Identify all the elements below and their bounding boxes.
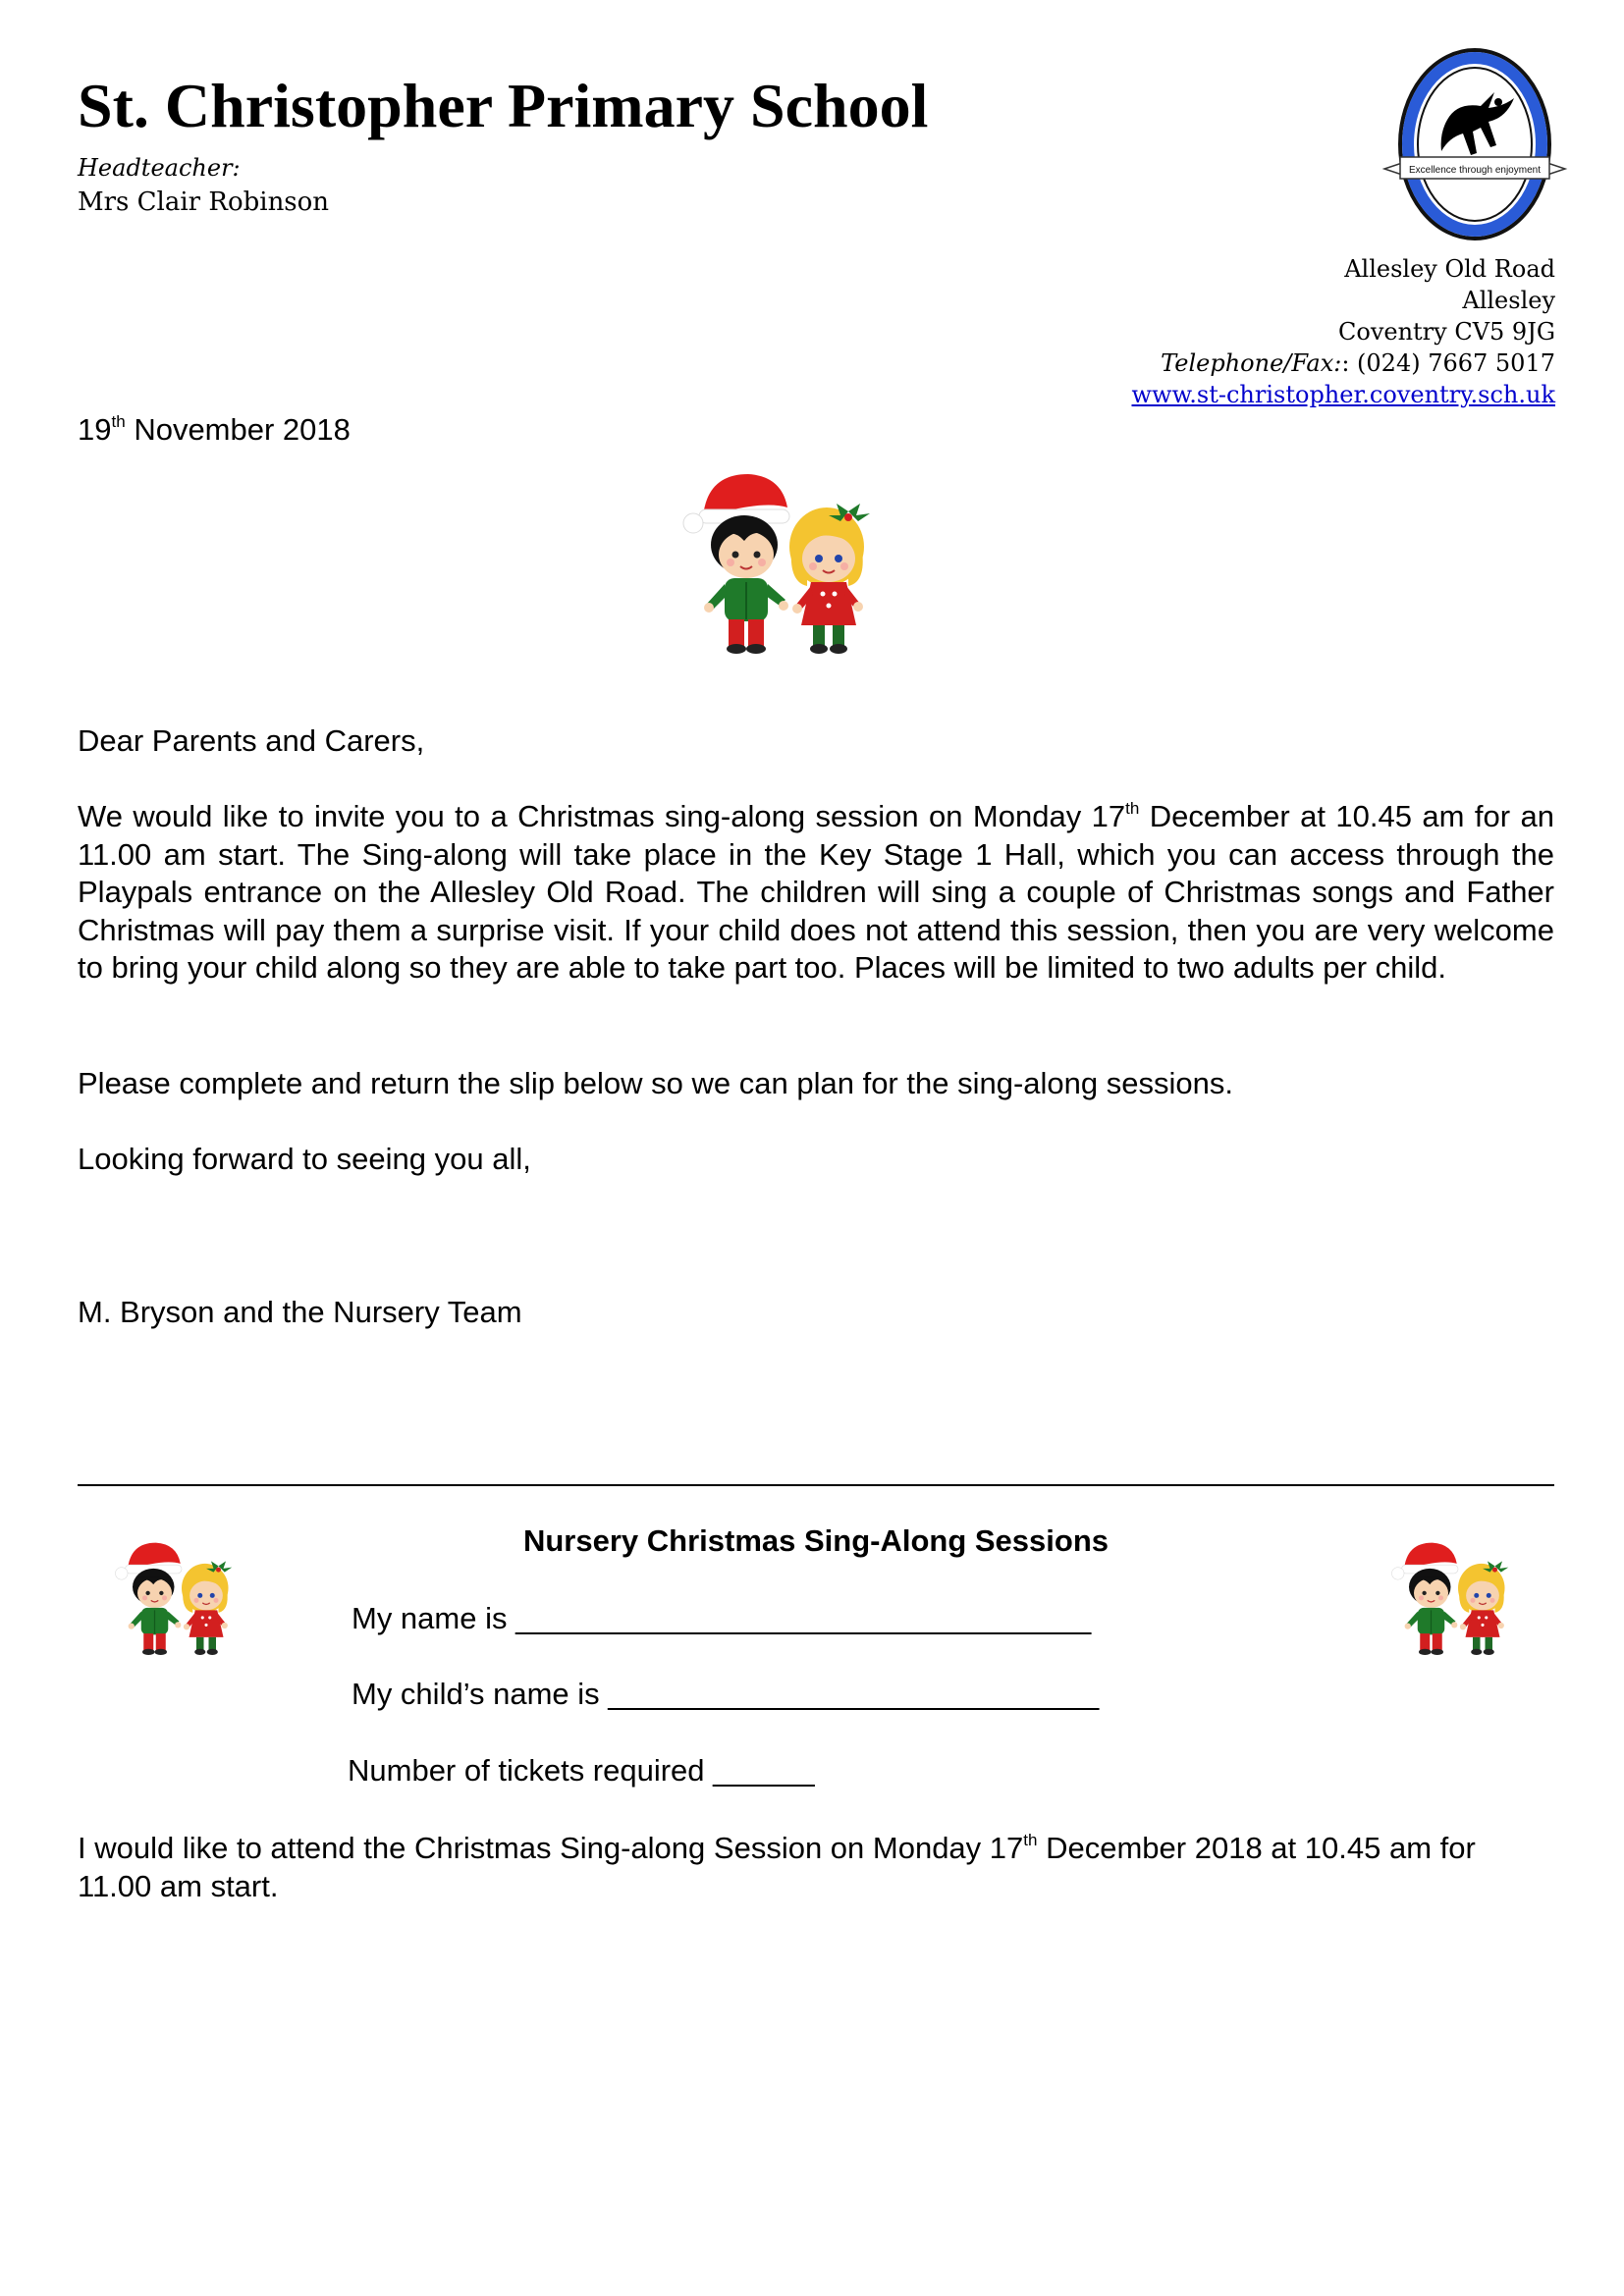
christmas-kids-image — [664, 456, 899, 663]
closing-line: Looking forward to seeing you all, — [78, 1142, 531, 1176]
greeting: Dear Parents and Carers, — [78, 723, 425, 758]
child-name-field[interactable]: My child’s name is _____________________________ — [352, 1677, 1100, 1711]
address-line-2: Allesley — [1462, 287, 1555, 314]
return-slip-request: Please complete and return the slip below so we can plan for the sing-along sessions. — [78, 1066, 1233, 1100]
my-name-field[interactable]: My name is __________________________________ — [352, 1601, 1092, 1635]
signature: M. Bryson and the Nursery Team — [78, 1295, 522, 1329]
address-line-1: Allesley Old Road — [1344, 255, 1555, 283]
website-link[interactable]: www.st-christopher.coventry.sch.uk — [1131, 381, 1555, 408]
invitation-paragraph: We would like to invite you to a Christmas sing-along session on Monday 17th December at 10.45 am for an 11.00 am start. The Sing-along will take place in the Key Stage 1 Hall, which you can access through the Playpals entrance on the Allesley Old Road. The children will sing a couple of Christmas songs and Father Christmas will pay them a surprise visit. If your child does not attend this session, then you are very welcome to bring your child along so they are able to take part too. Places will be limited to two adults per child. — [78, 798, 1554, 985]
headteacher-label: Headteacher: — [78, 154, 241, 182]
cut-line-divider — [78, 1484, 1554, 1486]
address-line-3: Coventry CV5 9JG — [1338, 318, 1555, 346]
school-name: St. Christopher Primary School — [78, 71, 929, 140]
headteacher-name: Mrs Clair Robinson — [78, 187, 330, 217]
phone-line — [1132, 347, 1556, 379]
phone-number: : (024) 7667 5017 — [1341, 349, 1555, 377]
tickets-field[interactable]: Number of tickets required ______ — [348, 1753, 815, 1788]
school-logo — [1379, 43, 1571, 249]
logo-motto: Excellence through enjoyment — [1409, 165, 1541, 176]
attendance-statement: I would like to attend the Christmas Sing-along Session on Monday 17th December 2018 at 10.45 am for 11.00 am start. — [78, 1830, 1476, 1903]
christmas-kids-image-right — [1380, 1527, 1527, 1665]
school-address — [1132, 253, 1556, 410]
phone-label: Telephone/Fax: — [1161, 349, 1342, 377]
letter-date: 19th November 2018 — [78, 411, 351, 447]
christmas-kids-image-left — [103, 1527, 250, 1665]
slip-title: Nursery Christmas Sing-Along Sessions — [522, 1523, 1110, 1558]
